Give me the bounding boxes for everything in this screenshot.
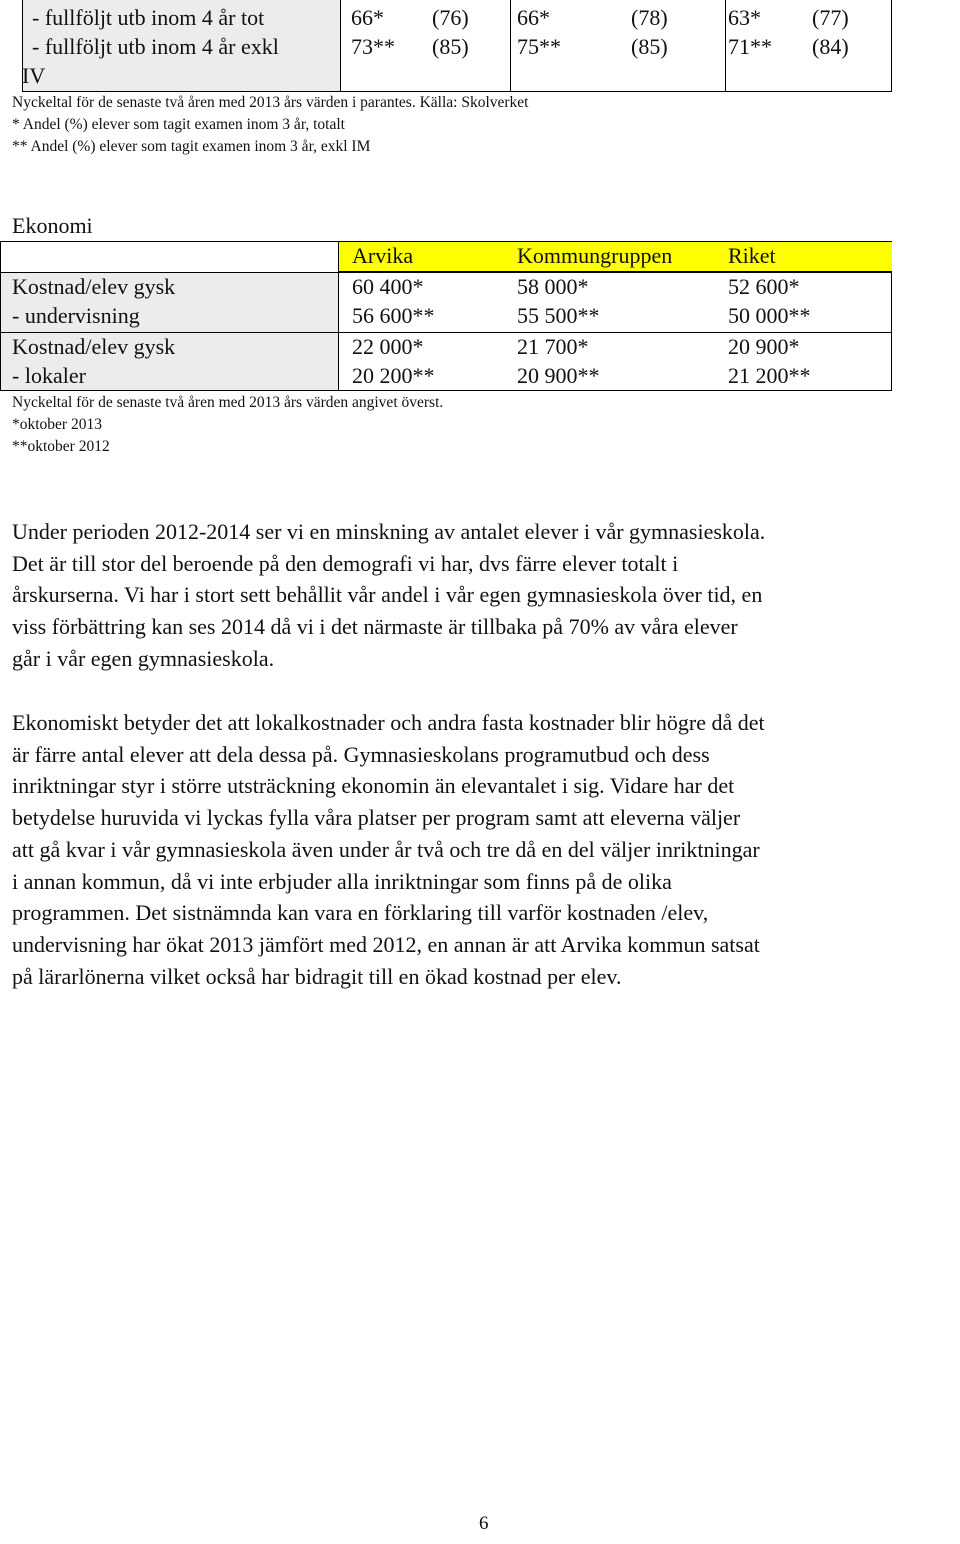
kommungruppen-prev-2: (85): [631, 34, 668, 59]
kommungruppen-value-2: 75**: [517, 34, 561, 59]
completion-note-source: Nyckeltal för de senaste två åren med 2013 års värden i parantes. Källa: Skolverket: [12, 94, 529, 111]
kommungruppen-prev-1: (78): [631, 5, 668, 30]
paragraph-line: på lärarlönerna vilket också har bidragit till en ökad kostnad per elev.: [12, 963, 622, 989]
completion-note-excl: ** Andel (%) elever som tagit examen inom 3 år, exkl IM: [12, 138, 371, 155]
header-riket: Riket: [728, 243, 776, 268]
paragraph-line: i annan kommun, då vi inte erbjuder alla inriktningar som finns på de olika: [12, 868, 672, 894]
lokaler-arvika-2013: 22 000*: [352, 334, 424, 359]
paragraph-line: undervisning har ökat 2013 jämfört med 2012, en annan är att Arvika kommun satsat: [12, 931, 760, 957]
riket-prev-2: (84): [812, 34, 849, 59]
riket-value-2: 71**: [728, 34, 772, 59]
paragraph-line: viss förbättring kan ses 2014 då vi i det närmaste är tillbaka på 70% av våra elever: [12, 614, 738, 640]
completion-label-line1: - fullföljt utb inom 4 år tot: [32, 5, 265, 30]
completion-note-total: * Andel (%) elever som tagit examen inom 3 år, totalt: [12, 116, 345, 133]
row-lokaler-label-2: - lokaler: [12, 363, 86, 388]
paragraph-line: årskurserna. Vi har i stort sett behållit vår andel i vår egen gymnasieskola över tid, en: [12, 582, 763, 608]
row-undervisning-label-2: - undervisning: [12, 303, 140, 328]
page-number: 6: [479, 1513, 489, 1534]
completion-label-line3: IV: [22, 63, 46, 88]
kommungruppen-value-1: 66*: [517, 5, 550, 30]
paragraph-enrollment: [12, 516, 957, 675]
divider: [510, 0, 511, 91]
paragraph-line: Det är till stor del beroende på den demografi vi har, dvs färre elever totalt i: [12, 550, 679, 576]
arvika-value-1: 66*: [351, 5, 384, 30]
economy-note-2013: *oktober 2013: [12, 416, 102, 433]
economy-note-2012: **oktober 2012: [12, 438, 110, 455]
paragraph-economy: [12, 707, 957, 992]
paragraph-line: att gå kvar i vår gymnasieskola även under år två och tre då en del väljer inriktningar: [12, 836, 760, 862]
row-lokaler-label-1: Kostnad/elev gysk: [12, 334, 176, 359]
lokaler-kommungruppen-2013: 21 700*: [517, 334, 589, 359]
lokaler-kommungruppen-2012: 20 900**: [517, 363, 600, 388]
header-kommungruppen: Kommungruppen: [517, 243, 673, 268]
undervisning-kommungruppen-2013: 58 000*: [517, 274, 589, 299]
undervisning-arvika-2012: 56 600**: [352, 303, 435, 328]
economy-note-main: Nyckeltal för de senaste två åren med 2013 års värden angivet överst.: [12, 394, 444, 411]
undervisning-riket-2013: 52 600*: [728, 274, 800, 299]
undervisning-arvika-2013: 60 400*: [352, 274, 424, 299]
riket-prev-1: (77): [812, 5, 849, 30]
paragraph-line: går i vår egen gymnasieskola.: [12, 645, 275, 671]
undervisning-riket-2012: 50 000**: [728, 303, 811, 328]
economy-heading: Ekonomi: [12, 213, 93, 238]
arvika-prev-2: (85): [432, 34, 469, 59]
lokaler-riket-2013: 20 900*: [728, 334, 800, 359]
arvika-prev-1: (76): [432, 5, 469, 30]
completion-label-line2: - fullföljt utb inom 4 år exkl: [32, 34, 279, 59]
paragraph-line: betydelse huruvida vi lyckas fylla våra platser per program samt att eleverna väljer: [12, 805, 741, 831]
divider: [725, 0, 726, 91]
column-divider: [338, 242, 339, 390]
undervisning-kommungruppen-2012: 55 500**: [517, 303, 600, 328]
arvika-value-2: 73**: [351, 34, 395, 59]
paragraph-line: Ekonomiskt betyder det att lokalkostnader och andra fasta kostnader blir högre då det: [12, 710, 765, 735]
lokaler-riket-2012: 21 200**: [728, 363, 811, 388]
row-undervisning-label-1: Kostnad/elev gysk: [12, 274, 176, 299]
lokaler-arvika-2012: 20 200**: [352, 363, 435, 388]
paragraph-line: är färre antal elever att dela dessa på. Gymnasieskolans programutbud och dess: [12, 741, 710, 767]
paragraph-line: inriktningar styr i större utsträckning ekonomin än elevantalet i sig. Vidare har det: [12, 773, 735, 799]
header-arvika: Arvika: [352, 243, 414, 268]
paragraph-line: programmen. Det sistnämnda kan vara en förklaring till varför kostnaden /elev,: [12, 900, 709, 926]
paragraph-line: Under perioden 2012-2014 ser vi en minskning av antalet elever i vår gymnasieskola.: [12, 519, 766, 544]
riket-value-1: 63*: [728, 5, 761, 30]
